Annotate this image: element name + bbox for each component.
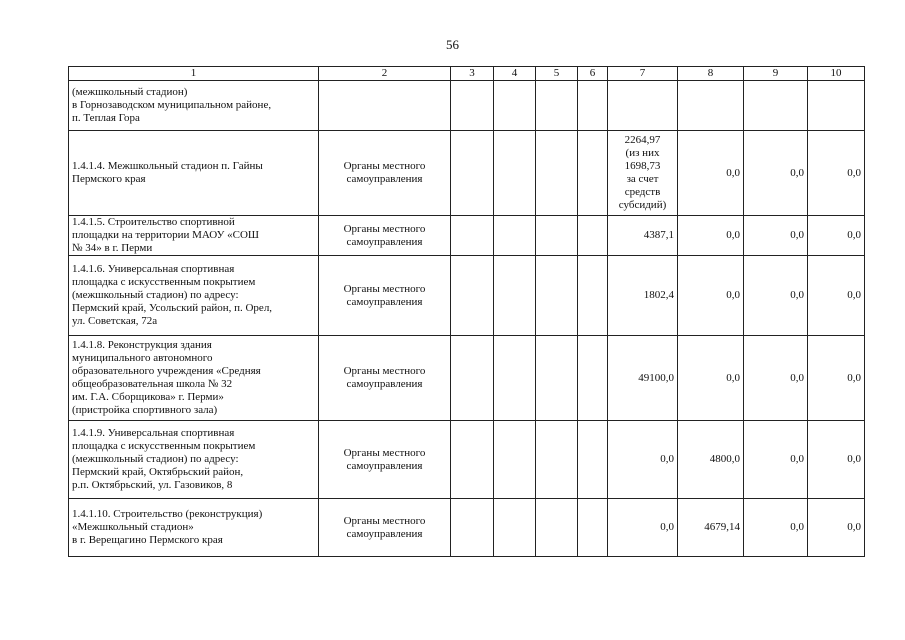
responsible-cell xyxy=(319,81,451,131)
column-6-cell xyxy=(578,81,608,131)
column-4-cell xyxy=(494,421,536,499)
column-4-cell xyxy=(494,81,536,131)
header-row xyxy=(69,67,865,81)
column-8-cell: 0,0 xyxy=(678,256,744,336)
column-10-cell xyxy=(808,81,865,131)
column-header: 10 xyxy=(808,67,865,81)
column-9-cell: 0,0 xyxy=(744,336,808,421)
responsible-cell: Органы местного самоуправления xyxy=(319,421,451,499)
column-header: 7 xyxy=(608,67,678,81)
column-9-cell: 0,0 xyxy=(744,256,808,336)
table-row xyxy=(69,256,865,336)
column-4-cell xyxy=(494,256,536,336)
column-header: 3 xyxy=(451,67,494,81)
column-3-cell xyxy=(451,256,494,336)
program-table xyxy=(68,66,865,557)
column-4-cell xyxy=(494,131,536,216)
column-6-cell xyxy=(578,256,608,336)
column-9-cell: 0,0 xyxy=(744,216,808,256)
name-cell: 1.4.1.5. Строительство спортивной площадки на территории МАОУ «СОШ № 34» в г. Перми xyxy=(69,216,319,256)
column-3-cell xyxy=(451,216,494,256)
table-row xyxy=(69,421,865,499)
column-5-cell xyxy=(536,256,578,336)
name-cell: (межшкольный стадион) в Горнозаводском муниципальном районе, п. Теплая Гора xyxy=(69,81,319,131)
table-row xyxy=(69,336,865,421)
responsible-cell: Органы местного самоуправления xyxy=(319,499,451,557)
column-header: 9 xyxy=(744,67,808,81)
responsible-cell: Органы местного самоуправления xyxy=(319,131,451,216)
column-header: 4 xyxy=(494,67,536,81)
column-header: 6 xyxy=(578,67,608,81)
responsible-cell: Органы местного самоуправления xyxy=(319,256,451,336)
column-5-cell xyxy=(536,336,578,421)
name-cell: 1.4.1.4. Межшкольный стадион п. Гайны Пермского края xyxy=(69,131,319,216)
column-3-cell xyxy=(451,499,494,557)
column-10-cell: 0,0 xyxy=(808,499,865,557)
column-8-cell: 4800,0 xyxy=(678,421,744,499)
column-3-cell xyxy=(451,336,494,421)
column-header: 8 xyxy=(678,67,744,81)
table-row xyxy=(69,216,865,256)
column-10-cell: 0,0 xyxy=(808,421,865,499)
column-7-cell: 49100,0 xyxy=(608,336,678,421)
column-6-cell xyxy=(578,216,608,256)
column-5-cell xyxy=(536,131,578,216)
column-6-cell xyxy=(578,131,608,216)
column-7-cell: 0,0 xyxy=(608,421,678,499)
table-row xyxy=(69,81,865,131)
name-cell: 1.4.1.6. Универсальная спортивная площадка с искусственным покрытием (межшкольный стадион) по адресу: Пермский край, Усольский район, п. Орел, ул. Советская, 72а xyxy=(69,256,319,336)
column-7-cell xyxy=(608,81,678,131)
name-cell: 1.4.1.10. Строительство (реконструкция) «Межшкольный стадион» в г. Верещагино Пермского края xyxy=(69,499,319,557)
column-3-cell xyxy=(451,81,494,131)
column-3-cell xyxy=(451,421,494,499)
name-cell: 1.4.1.8. Реконструкция здания муниципального автономного образовательного учреждения «Средняя общеобразовательная школа № 32 им. Г.А. Сборщикова» г. Перми» (пристройка спортивного зала) xyxy=(69,336,319,421)
responsible-cell: Органы местного самоуправления xyxy=(319,216,451,256)
column-5-cell xyxy=(536,499,578,557)
name-cell: 1.4.1.9. Универсальная спортивная площадка с искусственным покрытием (межшкольный стадион) по адресу: Пермский край, Октябрьский район, р.п. Октябрьский, ул. Газовиков, 8 xyxy=(69,421,319,499)
page-number: 56 xyxy=(446,37,459,52)
column-7-cell: 0,0 xyxy=(608,499,678,557)
responsible-cell: Органы местного самоуправления xyxy=(319,336,451,421)
column-7-cell: 2264,97 (из них 1698,73 за счет средств субсидий) xyxy=(608,131,678,216)
table-row xyxy=(69,131,865,216)
column-10-cell: 0,0 xyxy=(808,216,865,256)
column-10-cell: 0,0 xyxy=(808,131,865,216)
column-5-cell xyxy=(536,421,578,499)
column-header: 2 xyxy=(319,67,451,81)
column-5-cell xyxy=(536,216,578,256)
column-9-cell: 0,0 xyxy=(744,499,808,557)
column-7-cell: 1802,4 xyxy=(608,256,678,336)
column-header: 1 xyxy=(69,67,319,81)
column-6-cell xyxy=(578,336,608,421)
column-7-cell: 4387,1 xyxy=(608,216,678,256)
column-3-cell xyxy=(451,131,494,216)
column-5-cell xyxy=(536,81,578,131)
column-8-cell: 0,0 xyxy=(678,216,744,256)
column-8-cell: 4679,14 xyxy=(678,499,744,557)
column-8-cell xyxy=(678,81,744,131)
column-9-cell: 0,0 xyxy=(744,421,808,499)
table-row xyxy=(69,499,865,557)
column-6-cell xyxy=(578,421,608,499)
column-4-cell xyxy=(494,216,536,256)
column-10-cell: 0,0 xyxy=(808,336,865,421)
column-4-cell xyxy=(494,499,536,557)
column-9-cell xyxy=(744,81,808,131)
column-10-cell: 0,0 xyxy=(808,256,865,336)
column-8-cell: 0,0 xyxy=(678,336,744,421)
column-9-cell: 0,0 xyxy=(744,131,808,216)
column-8-cell: 0,0 xyxy=(678,131,744,216)
column-6-cell xyxy=(578,499,608,557)
column-header: 5 xyxy=(536,67,578,81)
column-4-cell xyxy=(494,336,536,421)
